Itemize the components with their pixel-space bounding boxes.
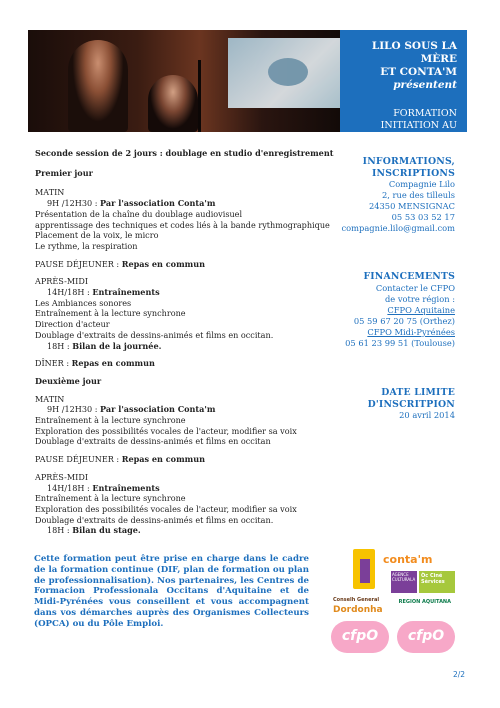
actor-figure-1	[68, 40, 128, 132]
info-heading-2: INSCRIPTIONS	[371, 167, 455, 179]
cfpo-midi-pyrenees-link[interactable]: CFPO Midi-Pyrénées	[367, 326, 455, 337]
day1-matin-line: apprentissage des techniques et codes liés à la bande rythmographique	[35, 219, 330, 230]
financing-line: de votre région :	[384, 293, 455, 304]
cfpo-aquitaine-phone: 05 59 67 20 75 (Orthez)	[353, 315, 455, 326]
banner-title-2: ET CONTA'M	[380, 66, 457, 78]
day2-pause: PAUSE DÉJEUNER : Repas en commun	[35, 454, 205, 465]
day1-matin: MATIN	[35, 187, 65, 198]
day1-aprem-line: Direction d'acteur	[35, 319, 110, 330]
day1-matin-line: Présentation de la chaîne du doublage audiovisuel	[35, 208, 243, 219]
day2-aprem-line: Exploration des possibilités vocales de l'acteur, modifier sa voix	[35, 503, 297, 514]
day2-aprem: APRÈS-MIDI	[35, 471, 89, 482]
day1-diner: DÎNER : Repas en commun	[35, 358, 155, 369]
funding-paragraph: Cette formation peut être prise en charge dans le cadre de la formation continue (DIF, plan de formation ou plan de professionnalisation). Nos partenaires, les Centres de Formacion Professionala Occitans d'Aquitaine et de Midi-Pyrénées vous conseillent et vous accompagnent dans vos démarches auprès des Organismes Collecteurs (OPCA) ou du Pôle Emploi.	[34, 554, 309, 629]
day1-aprem: APRÈS-MIDI	[35, 276, 89, 287]
day1-bilan: 18H : Bilan de la journée.	[47, 340, 162, 351]
day1-pause: PAUSE DÉJEUNER : Repas en commun	[35, 258, 205, 269]
oc-cine-services-logo: Òc Ciné Sèrvices	[419, 571, 455, 593]
day2-matin-line: Doublage d'extraits de dessins-animés et films en occitan	[35, 436, 271, 447]
financing-block	[325, 271, 455, 349]
formation-line-1: FORMATION	[393, 108, 457, 119]
info-line: 24350 MENSIGNAC	[368, 201, 455, 211]
banner-photo	[28, 30, 340, 132]
day2-aprem-line: Entraînement à la lecture synchrone	[35, 493, 186, 504]
day1-aprem-line: Les Ambiances sonores	[35, 297, 132, 308]
day1-matin-line: Placement de la voix, le micro	[35, 230, 159, 241]
financing-heading: FINANCEMENTS	[363, 271, 455, 282]
day1-aprem-line: Entraînement à la lecture synchrone	[35, 308, 186, 319]
page-number: 2/2	[453, 670, 466, 679]
microphone-stand	[198, 60, 201, 132]
formation-line-2: INITIATION AU DOUBLAGE	[380, 120, 457, 143]
info-email[interactable]: compagnie.lilo@gmail.com	[341, 223, 455, 233]
banner-title-box	[340, 30, 467, 155]
info-block	[325, 156, 455, 234]
cfpo-aquitaine-link[interactable]: CFPO Aquitaine	[387, 304, 455, 315]
day1-matin-slot: 9H /12H30 : Par l'association Conta'm	[47, 198, 216, 209]
info-line: 2, rue des tilleuls	[382, 190, 455, 200]
commune-logo	[353, 549, 375, 589]
actor-figure-2	[148, 75, 198, 132]
deadline-date: 20 avril 2014	[399, 410, 455, 420]
day2-matin-line: Exploration des possibilités vocales de l'acteur, modifier sa voix	[35, 425, 297, 436]
session-title: Seconde session de 2 jours : doublage en studio d'enregistrement	[35, 148, 334, 158]
deadline-heading-1: DATE LIMITE	[381, 387, 455, 398]
day1-aprem-slot: 14H/18H : Entraînements	[47, 287, 160, 298]
contam-logo: conta'm	[383, 553, 433, 566]
info-line: Compagnie Lilo	[388, 179, 455, 189]
day2-matin-line: Entraînement à la lecture synchrone	[35, 415, 186, 426]
cfpo-logo-midi-pyrenees: cfpO	[397, 621, 455, 653]
program-column	[35, 148, 334, 536]
deadline-heading-2: D'INSCRITPION	[367, 398, 455, 410]
cfpo-logo-aquitaine: cfpO	[331, 621, 389, 653]
banner-presentent: présentent	[393, 79, 457, 91]
info-heading-1: INFORMATIONS,	[362, 156, 455, 167]
day2-matin: MATIN	[35, 393, 65, 404]
projection-screen	[228, 38, 340, 108]
day2-aprem-slot: 14H/18H : Entraînements	[47, 482, 160, 493]
deadline-block	[325, 387, 455, 421]
info-phone: 05 53 03 52 17	[391, 212, 455, 222]
day2-aprem-line: Doublage d'extraits de dessins-animés et films en occitan.	[35, 514, 274, 525]
day2-matin-slot: 9H /12H30 : Par l'association Conta'm	[47, 404, 216, 415]
banner-title-1: LILO SOUS LA MÈRE	[371, 40, 457, 65]
day2-bilan: 18H : Bilan du stage.	[47, 525, 141, 536]
partner-logos	[331, 549, 459, 661]
day1-aprem-line: Doublage d'extraits de dessins-animés et films en occitan.	[35, 329, 274, 340]
day2-title: Deuxième jour	[35, 375, 102, 386]
day1-title: Premier jour	[35, 167, 93, 178]
day1-matin-line: Le rythme, la respiration	[35, 240, 138, 251]
financing-line: Contacter le CFPO	[375, 282, 455, 293]
formation-line-3: EN OCCITAN	[391, 144, 457, 155]
dordonha-logo: Conselh General Dordonha	[333, 597, 383, 615]
banner-formation	[340, 108, 457, 156]
region-aquitana-logo: REGION AQUITANA	[398, 599, 451, 605]
agence-culturala-logo: AGENCE CULTURALA	[391, 571, 417, 593]
cfpo-midi-pyrenees-phone: 05 61 23 99 51 (Toulouse)	[345, 337, 455, 348]
